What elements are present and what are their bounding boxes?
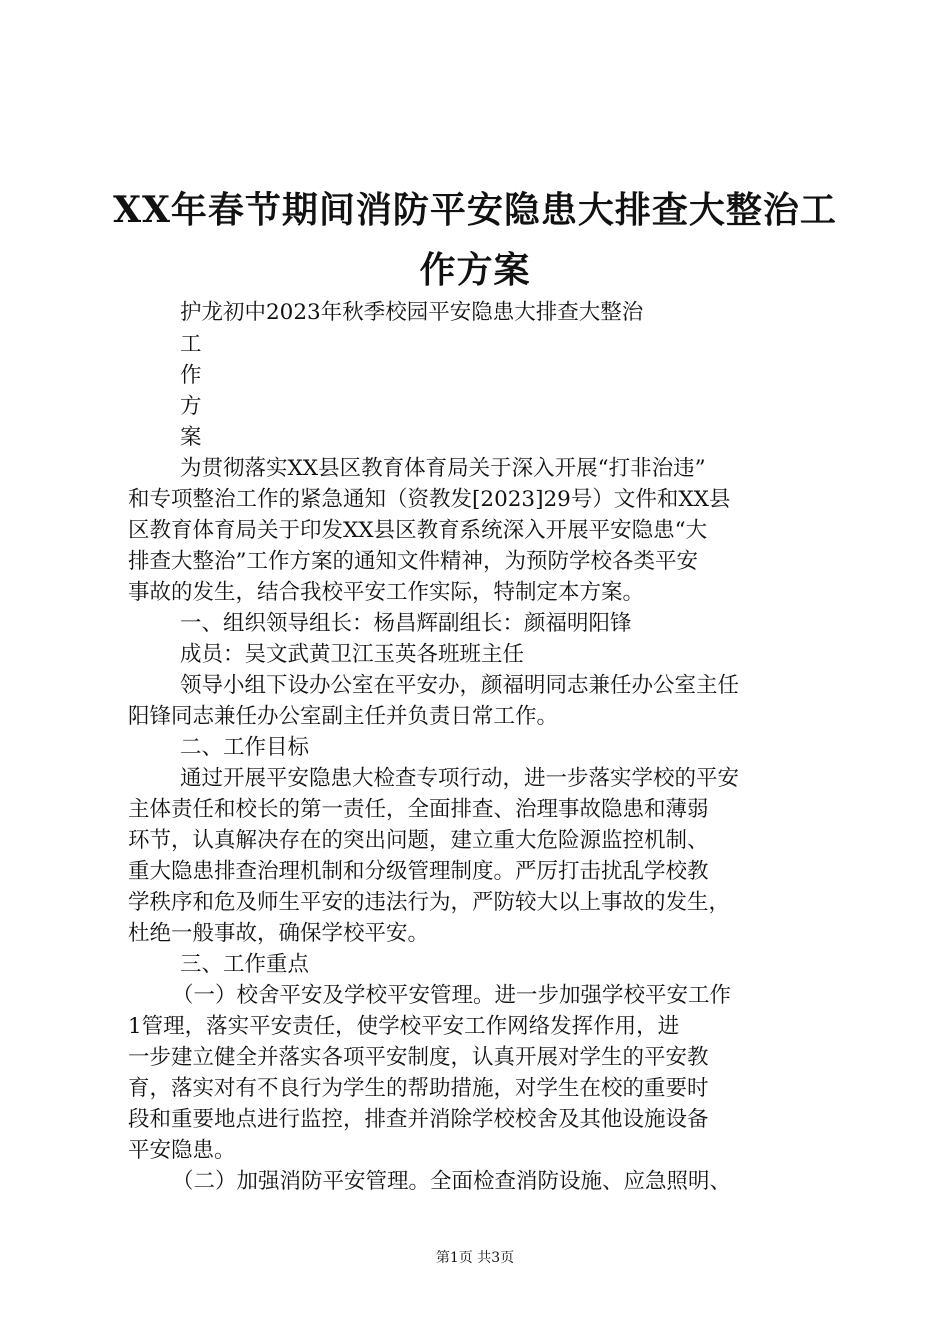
paragraph-line: 重大隐患排查治理机制和分级管理制度。严厉打击扰乱学校教: [128, 859, 709, 884]
subtitle-char: 作: [180, 363, 202, 388]
paragraph-line: 环节，认真解决存在的突出问题，建立重大危险源监控机制、: [128, 828, 709, 853]
paragraph-line: 1管理，落实平安责任，使学校平安工作网络发挥作用，进: [128, 1014, 680, 1039]
paragraph-line: 领导小组下设办公室在平安办，颜福明同志兼任办公室主任: [180, 673, 740, 698]
paragraph-line: 事故的发生，结合我校平安工作实际，特制定本方案。: [128, 580, 645, 605]
subtitle-char: 案: [180, 425, 202, 450]
paragraph-line: 区教育体育局关于印发XX县区教育系统深入开展平安隐患“大: [128, 518, 708, 543]
subtitle-char: 方: [180, 394, 202, 419]
paragraph-line: 排查大整治”工作方案的通知文件精神，为预防学校各类平安: [128, 549, 698, 574]
page-footer: 第1页 共3页: [435, 1250, 515, 1266]
paragraph-line: 一步建立健全并落实各项平安制度，认真开展对学生的平安教: [128, 1045, 709, 1070]
paragraph-line: 学秩序和危及师生平安的违法行为，严防较大以上事故的发生，: [128, 890, 731, 915]
subtitle-line: 护龙初中2023年秋季校园平安隐患大排查大整治: [180, 300, 644, 325]
paragraph-line: 育，落实对有不良行为学生的帮助措施，对学生在校的重要时: [128, 1076, 709, 1101]
document-title-line-2: 作方案: [419, 249, 531, 291]
paragraph-line: （二）加强消防平安管理。全面检查消防设施、应急照明、: [172, 1169, 732, 1194]
paragraph-line: 阳锋同志兼任办公室副主任并负责日常工作。: [128, 704, 559, 729]
paragraph-line: 主体责任和校长的第一责任，全面排查、治理事故隐患和薄弱: [128, 797, 709, 822]
document-title-line-1: XX年春节期间消防平安隐患大排查大整治工: [113, 189, 837, 231]
paragraph-line: （一）校舍平安及学校平安管理。进一步加强学校平安工作: [172, 983, 732, 1008]
paragraph-line: 成员：吴文武黄卫江玉英各班班主任: [180, 642, 525, 667]
paragraph-line: 平安隐患。: [128, 1138, 236, 1163]
section-heading: 三、工作重点: [180, 952, 310, 977]
paragraph-line: 为贯彻落实XX县区教育体育局关于深入开展“打非治违”: [180, 456, 706, 481]
paragraph-line: 和专项整治工作的紧急通知（资教发[2023]29号）文件和XX县: [128, 487, 731, 512]
paragraph-line: 段和重要地点进行监控，排查并消除学校校舍及其他设施设备: [128, 1107, 709, 1132]
subtitle-char: 工: [180, 332, 202, 357]
paragraph-line: 杜绝一般事故，确保学校平安。: [128, 921, 430, 946]
section-heading: 二、工作目标: [180, 735, 310, 760]
paragraph-line: 通过开展平安隐患大检查专项行动，进一步落实学校的平安: [180, 766, 740, 791]
section-heading: 一、组织领导组长：杨昌辉副组长：颜福明阳锋: [180, 611, 632, 636]
